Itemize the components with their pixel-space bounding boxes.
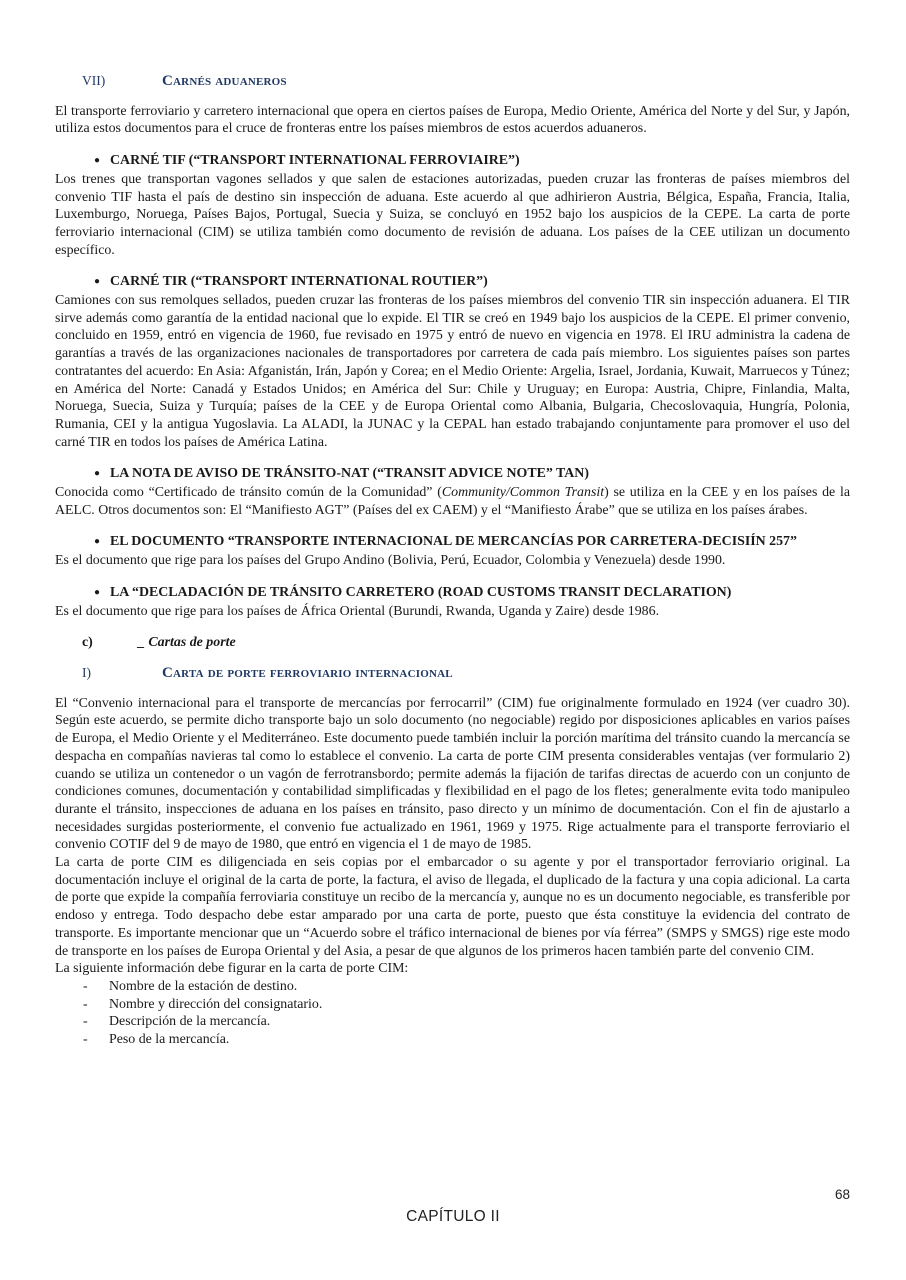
chapter-footer: CAPÍTULO II [406,1208,500,1225]
section-heading-carnes [55,72,850,91]
paragraph-road-customs: Es el documento que rige para los países de África Oriental (Burundi, Rwanda, Uganda y Zaire) desde 1986. [55,603,660,619]
page-number: 68 [834,1187,850,1202]
paragraph-nat: Conocida como “Certificado de tránsito común de la Comunidad” (Community/Common Transit) se utiliza en la CEE y en los países de la AELC. Otros documentos son: El “Manifiesto AGT” (Países del ex CAEM) y el “Manifiesto Árabe” que se utiliza en los países árabes. [55,485,850,518]
subsection-title: _ Cartas de porte [138,635,236,651]
bullet-heading-road-customs: ● LA “DECLADACIÓN DE TRÁNSITO CARRETERO (ROAD CUSTOMS TRANSIT DECLARATION) [55,584,850,603]
section-title: Carnés aduaneros [162,73,287,89]
section-title: Carta de porte ferroviario internacional [162,664,453,681]
subsection-label: c) [82,635,93,651]
list-item: - Nombre de la estación de destino. [83,978,298,994]
subsection-cartas-de-porte [55,634,850,652]
list-item: - Nombre y dirección del consignatario. [83,996,323,1012]
bullet-icon: ● [93,536,100,548]
list-item: - Peso de la mercancía. [83,1032,230,1048]
paragraph-cim-convenio: El “Convenio internacional para el transporte de mercancías por ferrocarril” (CIM) fue originalmente formulado en 1924 (ver cuadro 30). Según este acuerdo, se permite dicho transporte bajo un solo documento (no negociable) regido por disposiciones aplicables en varios países de Europa, el Medio Oriente y el Mediterráneo. Este documento puede también incluir la porción marítima del tránsito cuando la mercancía se despacha en compañías navieras tal como lo establece el convenio. La carta de porte CIM presenta considerables ventajas (ver formulario 2) cuando se utiliza un contenedor o un vagón de ferrotransbordo; permite además la fijación de tarifas directas de acuerdo con un conjunto de condiciones comunes, documentación y contabilidad simplificadas y flexibilidad en el pago de los fletes; generalmente evita todo manipuleo durante el tránsito, inspecciones de aduana en los países en tránsito, paso directo y un mínimo de documentación. Con el fin de ajustarlo a necesidades surgidas posteriormente, el convenio fue actualizado en 1961, 1969 y 1975. Rige actualmente para el transporte ferroviario el convenio COTIF del 9 de mayo de 1980, que entró en vigencia el 1 de mayo de 1985. [55,695,850,853]
section-number: I) [82,664,91,680]
bullet-icon: ● [93,468,100,480]
bullet-heading-decision-257: ● EL DOCUMENTO “TRANSPORTE INTERNACIONAL DE MERCANCÍAS POR CARRETERA-DECISIÍN 257” [55,533,850,552]
bullet-heading-tir: ● CARNÉ TIR (“TRANSPORT INTERNATIONAL ROUTIER”) [55,273,850,292]
paragraph-tif: Los trenes que transportan vagones sellados y que salen de estaciones autorizadas, pueden cruzar las fronteras de países miembros del convenio TIF hasta el país de destino sin inspección de aduana. Este acuerdo al que adhirieron Austria, Bélgica, España, Francia, Italia, Luxemburgo, Noruega, Países Bajos, Portugal, Suecia y Suiza, se concluyó en 1952 bajo los auspicios de la CEPE. La carta de porte ferroviario internacional (CIM) se utiliza también como documento de revisión de aduana. Los países de la CEE utilizan un documento específico. [55,171,850,258]
list-item: - Descripción de la mercancía. [83,1014,271,1030]
paragraph-cim-info: La siguiente información debe figurar en la carta de porte CIM: [55,961,409,977]
paragraph-decision-257: Es el documento que rige para los países del Grupo Andino (Bolivia, Perú, Ecuador, Colombia y Venezuela) desde 1990. [55,553,726,569]
bullet-heading-nat: ● LA NOTA DE AVISO DE TRÁNSITO-NAT (“TRANSIT ADVICE NOTE” TAN) [55,465,850,484]
section-intro: El transporte ferroviario y carretero internacional que opera en ciertos países de Europa, Medio Oriente, América del Norte y del Sur, y Japón, utiliza estos documentos para el cruce de fronteras entre los países miembros de estos acuerdos aduaneros. [55,103,850,137]
bullet-heading-tif: ● CARNÉ TIF (“TRANSPORT INTERNATIONAL FERROVIAIRE”) [55,152,850,171]
section-number: VII) [82,73,106,88]
bullet-icon: ● [93,155,100,167]
paragraph-tir: Camiones con sus remolques sellados, pueden cruzar las fronteras de los países miembros del convenio TIR sin inspección aduanera. El TIR sirve además como garantía de la entidad nacional que lo expide. El TIR se creó en 1949 bajo los auspicios de la CEPE. El primer convenio, concluido en 1959, entró en vigencia de 1960, fue revisado en 1975 y entró de nuevo en vigencia en 1978. El IRU administra la cadena de garantías a través de las organizaciones nacionales de transportadores por carretera de cada país miembro. Los siguientes países son partes contratantes del acuerdo: En Asia: Afganistán, Irán, Japón y Corea; en el Medio Oriente: Argelia, Israel, Jordania, Kuwait, Marruecos y Túnez; en América del Norte: Canadá y Estados Unidos; en América del Sur: Chile y Uruguay; en Europa: Austria, Chipre, Finlandia, Malta, Noruega, Suecia, Suiza y Turquía; países de la CEE y de Europa Oriental como Albania, Bulgaria, Checoslovaquia, Hungría, Polonia, Rumania, CEI y la antigua Yugoslavia. La ALADI, la JUNAC y la CEPAL han estado trabajando conjuntamente para promover el uso del carné TIR en todos los países de América Latina. [55,293,850,450]
bullet-icon: ● [93,276,100,288]
section-heading-carta-ferroviaria [55,664,850,683]
document-page [55,72,850,1049]
bullet-icon: ● [93,586,100,598]
paragraph-cim-copias: La carta de porte CIM es diligenciada en seis copias por el embarcador o su agente y por el transportador ferroviario original. La documentación incluye el original de la carta de porte, la factura, el aviso de llegada, el duplicado de la factura y una copia adicional. La carta de porte que expide la compañía ferroviaria constituye un recibo de la mercancía y, aunque no es un documento negociable, es transferible por endoso y entrega. Todo despacho debe estar amparado por una carta de porte, puesto que ésta constituye la evidencia del contrato de transporte. Es importante mencionar que un “Acuerdo sobre el tráfico internacional de bienes por vía férrea” (SMPS y SMGS) rige este modo de transporte en los países de Europa Oriental y del Asia, a pesar de que algunos de los primeros hacen también parte del convenio CIM. [55,855,850,959]
cim-info-list [55,978,850,1049]
